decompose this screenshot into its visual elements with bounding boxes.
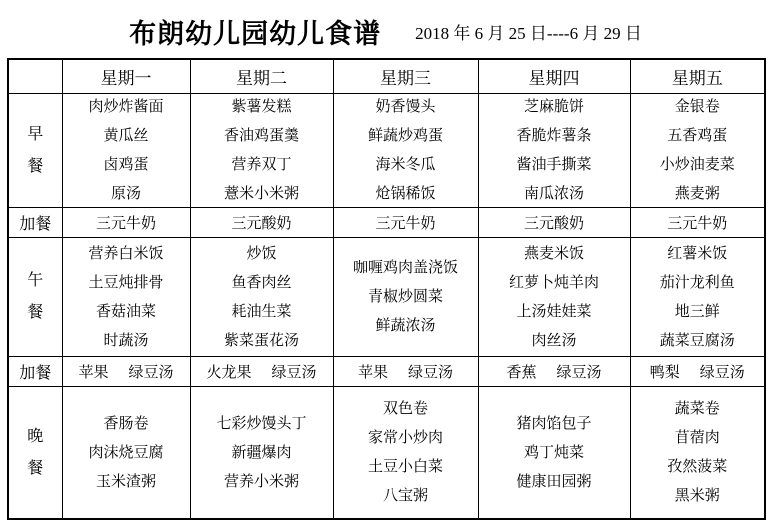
- meal-item: 红萝卜炖羊肉: [508, 274, 599, 291]
- meal-item: 蔬菜卷: [674, 401, 720, 417]
- meal-item: 肉炒炸酱面: [88, 99, 164, 115]
- date-range: 2018 年 6 月 25 日----6 月 29 日: [415, 23, 642, 43]
- meal-item: 香脆炸薯条: [516, 128, 592, 144]
- meal-cell: [190, 208, 333, 238]
- meal-item: 玉米渣粥: [95, 473, 156, 490]
- meal-item: 炝锅稀饭: [375, 186, 436, 202]
- day-header-tuesday: 星期二: [190, 59, 333, 94]
- meal-item: 燕麦粥: [674, 186, 720, 202]
- meal-cell: [478, 238, 630, 357]
- snack-row-2: [8, 357, 765, 387]
- meal-item: 鲜蔬浓汤: [375, 318, 436, 334]
- day-header-monday: 星期一: [62, 59, 190, 94]
- meal-item: 鸭梨: [649, 365, 680, 381]
- meal-item: 绿豆汤: [408, 365, 454, 381]
- meal-item: 金银卷: [674, 99, 720, 115]
- meal-cell: [630, 238, 765, 357]
- meal-item: 绿豆汤: [128, 365, 174, 381]
- meal-cell: [62, 387, 190, 520]
- meal-item: 时蔬汤: [103, 332, 149, 349]
- row-label-lunch: [8, 238, 62, 357]
- meal-item: 芝麻脆饼: [523, 99, 584, 115]
- meal-item: 卤鸡蛋: [103, 157, 149, 173]
- row-label-text: 早餐: [27, 125, 44, 175]
- meal-item: 三元牛奶: [375, 216, 436, 232]
- meal-item: 肉沫烧豆腐: [88, 444, 164, 461]
- meal-item: 绿豆汤: [556, 365, 602, 381]
- meal-item: 薏米小米粥: [223, 186, 299, 202]
- meal-item: 香油鸡蛋羹: [223, 128, 299, 144]
- meal-item: 五香鸡蛋: [667, 128, 728, 144]
- meal-item: 上汤娃娃菜: [516, 303, 592, 320]
- meal-cell: [630, 94, 765, 208]
- meal-item: 新疆爆肉: [231, 444, 292, 461]
- page-title: 布朗幼儿园幼儿食谱: [129, 18, 382, 49]
- meal-cell: [630, 387, 765, 520]
- meal-item: 七彩炒馒头丁: [216, 415, 307, 432]
- meal-item: 孜然菠菜: [667, 459, 728, 475]
- meal-item: 酱油手撕菜: [516, 157, 592, 173]
- day-header-thursday: 星期四: [478, 59, 630, 94]
- meal-item: 炒饭: [246, 245, 277, 262]
- meal-cell: [630, 357, 765, 387]
- meal-item: 南瓜浓汤: [523, 186, 584, 202]
- meal-item: 苜蓿肉: [674, 430, 720, 446]
- row-label-dinner: [8, 387, 62, 520]
- meal-cell: [478, 94, 630, 208]
- meal-cell: [62, 238, 190, 357]
- meal-item: 家常小炒肉: [367, 430, 443, 446]
- meal-item: 肉丝汤: [531, 332, 577, 349]
- meal-item: 耗油生菜: [231, 303, 292, 320]
- meal-cell: [333, 387, 478, 520]
- meal-item: 海米冬瓜: [375, 157, 436, 173]
- meal-item: 地三鲜: [674, 303, 720, 320]
- meal-item: 营养双丁: [231, 157, 292, 173]
- meal-cell: [478, 208, 630, 238]
- meal-item: 黑米粥: [674, 488, 720, 504]
- meal-item: 火龙果: [206, 365, 252, 381]
- meal-item: 双色卷: [382, 401, 428, 417]
- meal-cell: [333, 357, 478, 387]
- row-label-text: 加餐: [19, 216, 52, 233]
- meal-item: 鲜蔬炒鸡蛋: [367, 128, 443, 144]
- header-row: [8, 59, 765, 94]
- meal-item: 紫薯发糕: [231, 99, 292, 115]
- row-label-text: 晚餐: [27, 427, 44, 477]
- meal-cell: [62, 357, 190, 387]
- row-label-text: 加餐: [19, 365, 52, 382]
- meal-cell: [62, 208, 190, 238]
- row-label-snack: [8, 357, 62, 387]
- meal-item: 奶香馒头: [375, 99, 436, 115]
- row-label-snack: [8, 208, 62, 238]
- corner-cell: [8, 59, 62, 94]
- meal-item: 鱼香肉丝: [231, 274, 292, 291]
- meal-item: 三元酸奶: [523, 216, 584, 232]
- meal-item: 茄汁龙利鱼: [659, 274, 735, 291]
- meal-item: 三元牛奶: [667, 216, 728, 232]
- meal-item: 三元牛奶: [95, 216, 156, 232]
- meal-cell: [190, 357, 333, 387]
- meal-item: 紫菜蛋花汤: [223, 332, 299, 349]
- meal-cell: [333, 94, 478, 208]
- breakfast-row: [8, 94, 765, 208]
- meal-item: 原汤: [110, 186, 141, 202]
- meal-item: 绿豆汤: [271, 365, 317, 381]
- meal-cell: [333, 238, 478, 357]
- meal-cell: [190, 94, 333, 208]
- meal-cell: [478, 357, 630, 387]
- meal-cell: [630, 208, 765, 238]
- meal-item: 香蕉: [506, 365, 537, 381]
- meal-item: 红薯米饭: [667, 245, 728, 262]
- page-header: [0, 0, 771, 58]
- meal-item: 营养小米粥: [223, 473, 299, 490]
- meal-item: 土豆炖排骨: [88, 274, 164, 291]
- row-label-text: 午餐: [27, 272, 44, 321]
- meal-item: 蔬菜豆腐汤: [659, 332, 735, 349]
- meal-item: 苹果: [357, 365, 388, 381]
- meal-item: 绿豆汤: [699, 365, 745, 381]
- row-label-breakfast: [8, 94, 62, 208]
- meal-cell: [333, 208, 478, 238]
- day-header-friday: 星期五: [630, 59, 765, 94]
- menu-table: [7, 58, 766, 520]
- meal-item: 八宝粥: [382, 488, 428, 504]
- meal-item: 猪肉馅包子: [516, 415, 592, 432]
- day-header-wednesday: 星期三: [333, 59, 478, 94]
- meal-item: 香肠卷: [103, 415, 149, 432]
- meal-item: 香菇油菜: [95, 303, 156, 320]
- meal-item: 土豆小白菜: [367, 459, 443, 475]
- meal-item: 苹果: [78, 365, 109, 381]
- meal-item: 小炒油麦菜: [659, 157, 735, 173]
- lunch-row: [8, 238, 765, 357]
- meal-item: 鸡丁炖菜: [523, 444, 584, 461]
- dinner-row: [8, 387, 765, 520]
- meal-item: 咖喱鸡肉盖浇饭: [352, 260, 458, 276]
- snack-row-1: [8, 208, 765, 238]
- meal-item: 黄瓜丝: [103, 128, 149, 144]
- meal-cell: [478, 387, 630, 520]
- meal-item: 燕麦米饭: [523, 245, 584, 262]
- meal-item: 健康田园粥: [516, 473, 592, 490]
- meal-item: 青椒炒圆菜: [367, 289, 443, 305]
- meal-item: 三元酸奶: [231, 216, 292, 232]
- meal-cell: [190, 387, 333, 520]
- meal-cell: [190, 238, 333, 357]
- meal-cell: [62, 94, 190, 208]
- meal-item: 营养白米饭: [88, 245, 164, 262]
